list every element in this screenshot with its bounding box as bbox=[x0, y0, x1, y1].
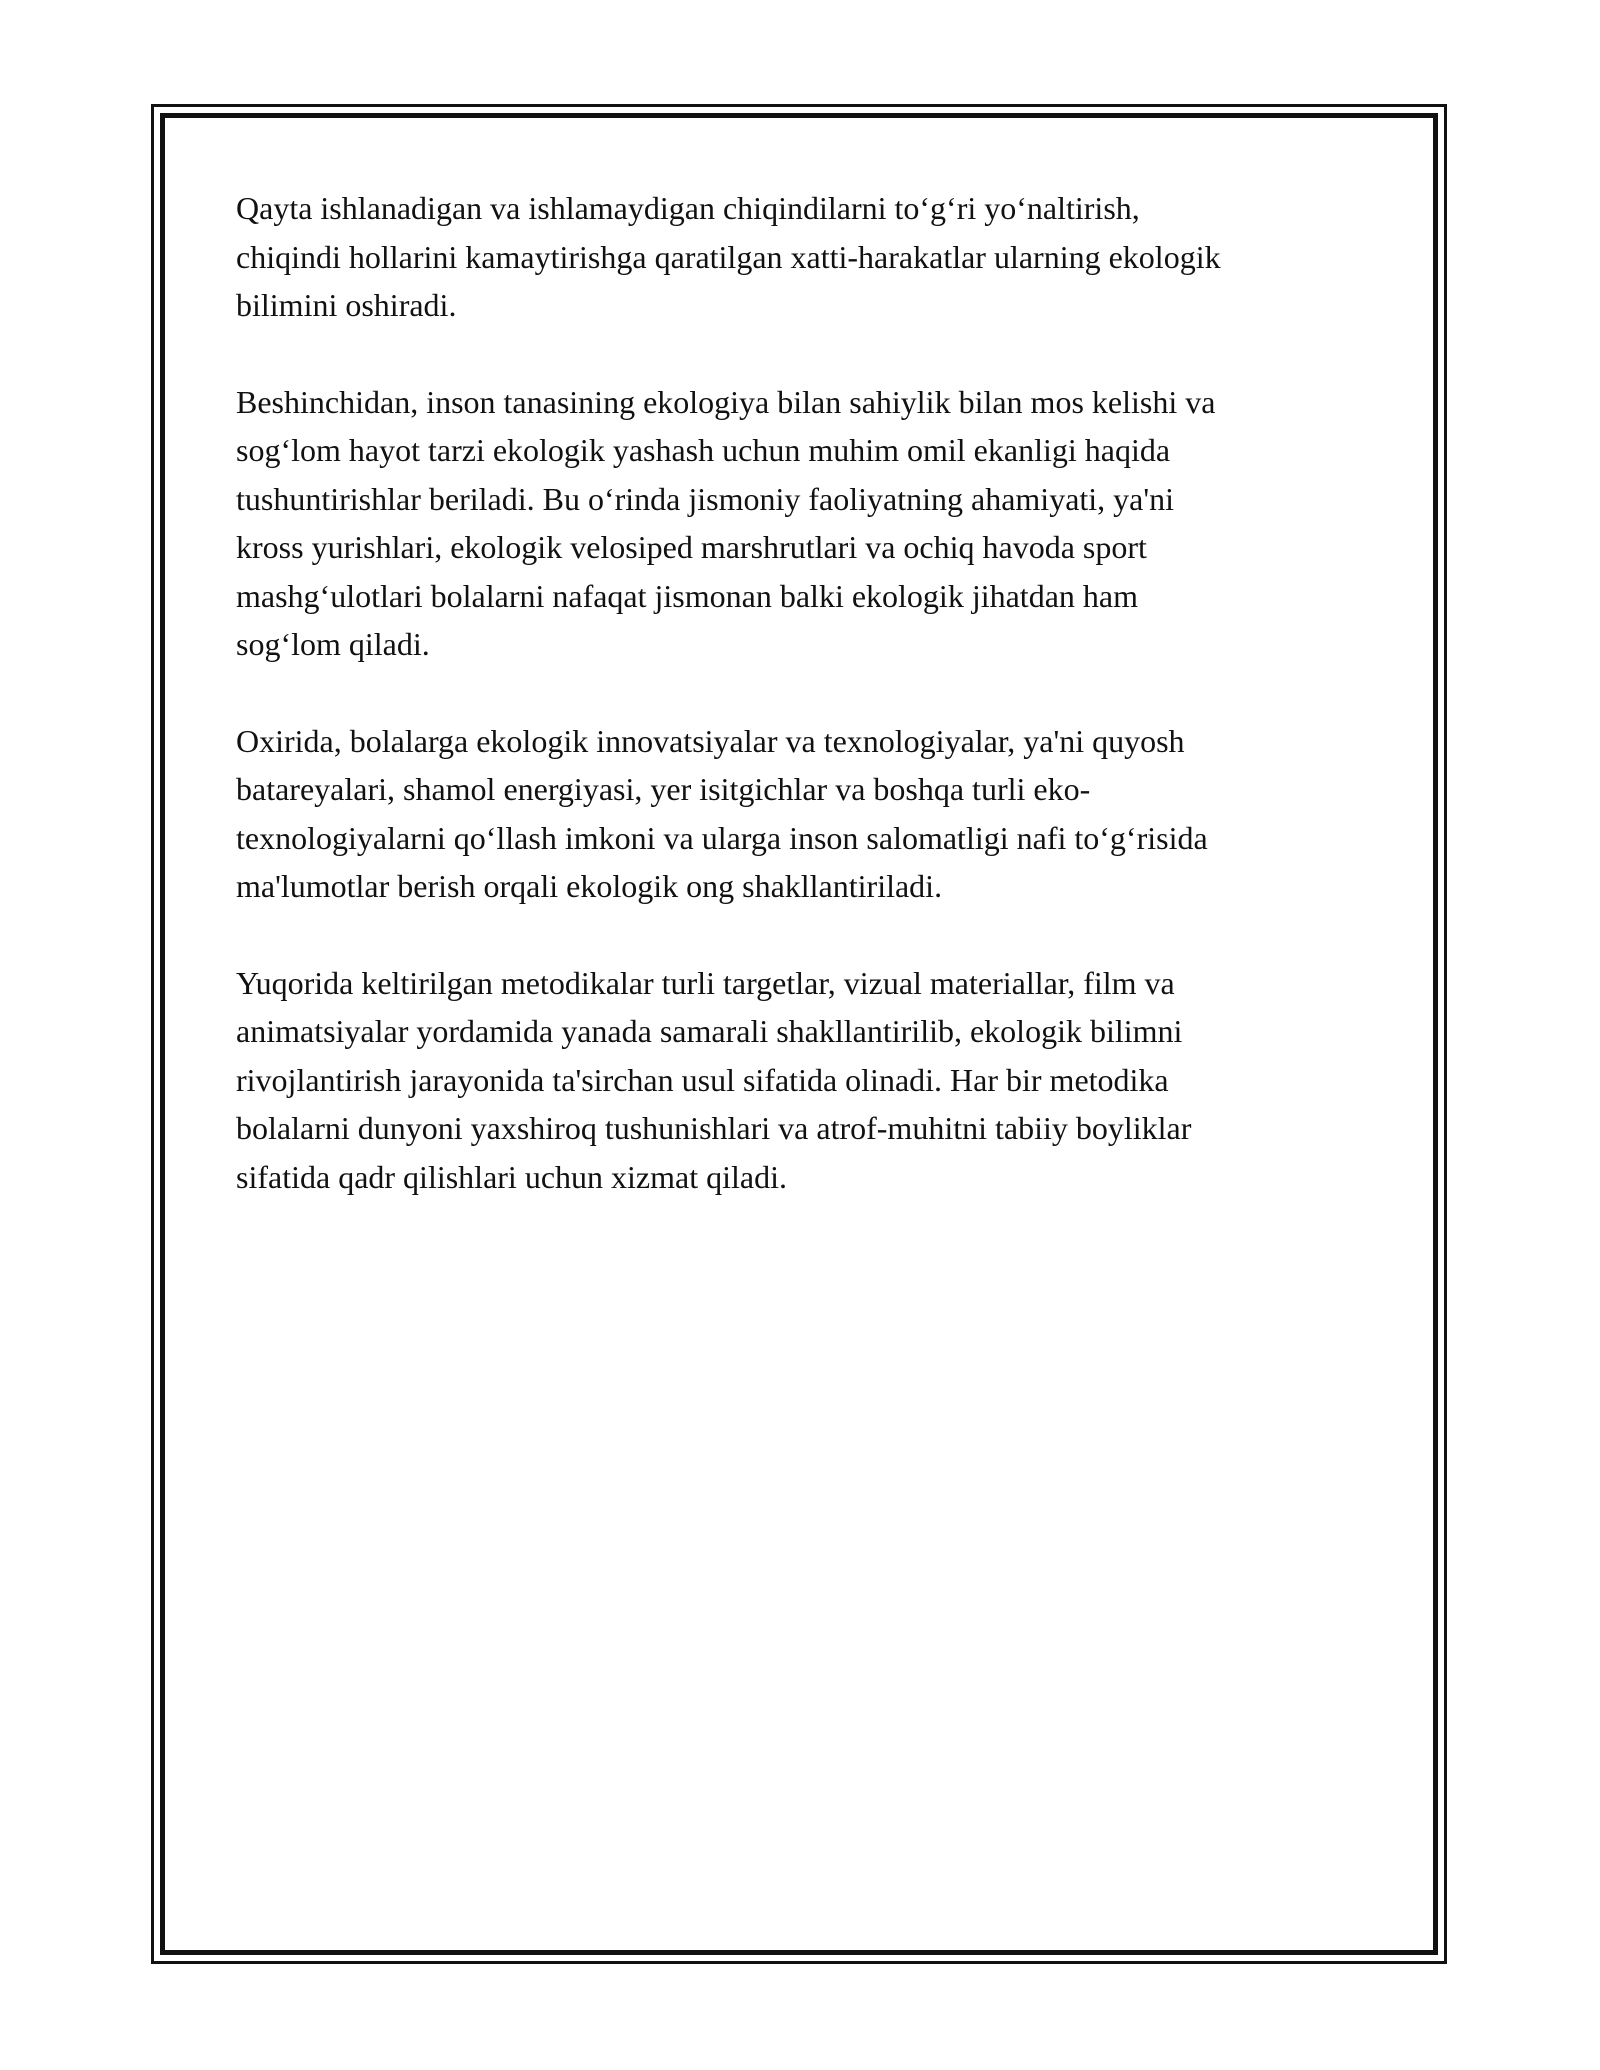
paragraph-methods-summary: Yuqorida keltirilgan metodikalar turli targetlar, vizual materiallar, film va animatsiyalar yordamida yanada samarali shakllantirilib, ekologik bilimni rivojlantirish jarayonida ta'sirchan usul sifatida olinadi. Har bir metodika bolalarni dunyoni yaxshiroq tushunishlari va atrof-muhitni tabiiy boyliklar sifatida qadr qilishlari uchun xizmat qiladi. bbox=[236, 964, 1192, 1195]
paragraph-eco-technologies: Oxirida, bolalarga ekologik innovatsiyalar va texnologiyalar, ya'ni quyosh batareyalari, shamol energiyasi, yer isitgichlar va boshqa turli eko- texnologiyalarni qo‘llash imkoni va ularga inson salomatligi nafi to‘g‘risida ma'lumotlar berish orqali ekologik ong shakllantiriladi. bbox=[236, 722, 1208, 904]
paragraph-recycling: Qayta ishlanadigan va ishlamaydigan chiqindilarni to‘g‘ri yo‘naltirish, chiqindi hollarini kamaytirishga qaratilgan xatti-harakatlar ularning ekologik bilimini oshiradi. bbox=[236, 190, 1221, 323]
paragraph-healthy-lifestyle: Beshinchidan, inson tanasining ekologiya bilan sahiylik bilan mos kelishi va sog‘lom hayot tarzi ekologik yashash uchun muhim omil ekanligi haqida tushuntirishlar beriladi. Bu o‘rinda jismoniy faoliyatning ahamiyati, ya'ni kross yurishlari, ekologik velosiped marshrutlari va ochiq havoda sport mashg‘ulotlari bolalarni nafaqat jismonan balki ekologik jihatdan ham sog‘lom qiladi. bbox=[236, 383, 1216, 662]
document-body bbox=[236, 184, 1376, 1249]
